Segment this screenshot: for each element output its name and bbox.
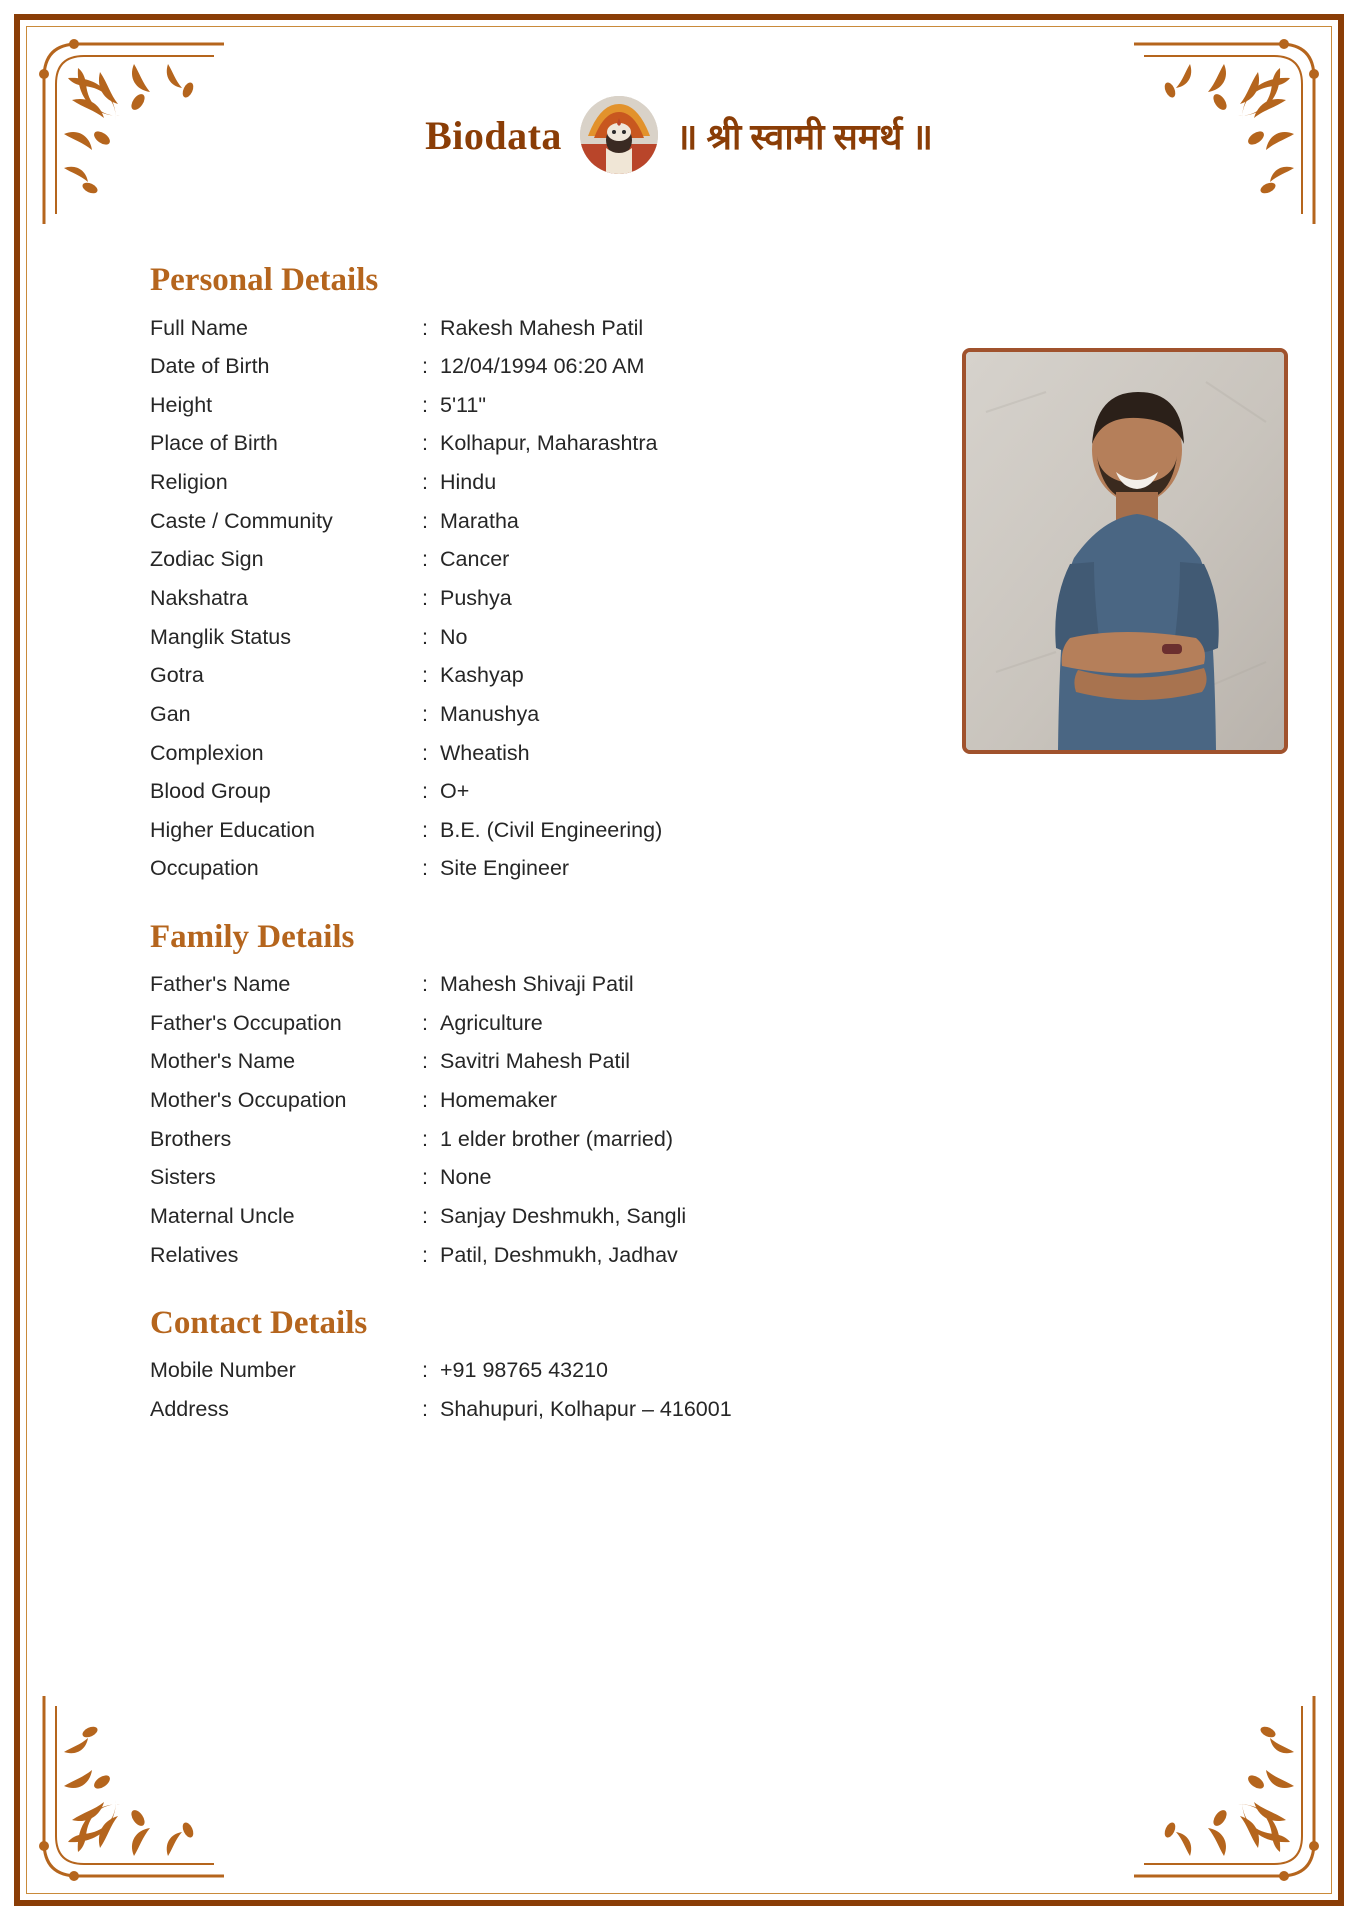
- section-heading-personal: Personal Details: [150, 262, 379, 298]
- field-colon: :: [422, 1165, 428, 1190]
- field-value: Manushya: [440, 701, 540, 726]
- field-colon: :: [422, 1358, 428, 1383]
- field-value: +91 98765 43210: [440, 1358, 608, 1383]
- field-label: Higher Education: [150, 817, 315, 842]
- table-row: [150, 1236, 810, 1275]
- field-label: Relatives: [150, 1242, 239, 1267]
- field-colon: :: [422, 1049, 428, 1074]
- field-colon: :: [422, 701, 428, 726]
- field-colon: :: [422, 1242, 428, 1267]
- field-colon: :: [422, 624, 428, 649]
- corner-ornament-bottom-right: [1130, 1692, 1320, 1882]
- table-row: [150, 1004, 810, 1043]
- field-value: O+: [440, 779, 470, 804]
- section-heading-contact: Contact Details: [150, 1304, 368, 1341]
- field-label: Address: [150, 1396, 229, 1421]
- field-colon: :: [422, 1010, 428, 1035]
- table-row: [150, 1043, 810, 1082]
- field-value: 5'11": [440, 392, 487, 417]
- table-row: [150, 811, 810, 850]
- table-row: [150, 695, 810, 734]
- table-row: [150, 1120, 810, 1159]
- table-row: [150, 966, 810, 1005]
- field-label: Complexion: [150, 740, 264, 765]
- field-value: No: [440, 624, 468, 649]
- field-value: None: [440, 1165, 492, 1190]
- field-label: Maternal Uncle: [150, 1203, 295, 1228]
- field-colon: :: [422, 663, 428, 688]
- field-colon: :: [422, 1126, 428, 1151]
- field-value: Kashyap: [440, 663, 524, 688]
- field-value: Shahupuri, Kolhapur – 416001: [440, 1396, 732, 1421]
- table-row: [150, 309, 810, 348]
- table-row: [150, 657, 810, 696]
- table-row: [150, 1159, 810, 1198]
- field-label: Nakshatra: [150, 585, 248, 610]
- field-colon: :: [422, 354, 428, 379]
- field-label: Gan: [150, 701, 191, 726]
- field-colon: :: [422, 315, 428, 340]
- field-label: Sisters: [150, 1165, 216, 1190]
- field-label: Zodiac Sign: [150, 547, 264, 572]
- field-label: Date of Birth: [150, 354, 270, 379]
- field-colon: :: [422, 1088, 428, 1113]
- field-value: Hindu: [440, 470, 497, 495]
- section-heading-family: Family Details: [150, 918, 355, 955]
- field-colon: :: [422, 972, 428, 997]
- field-colon: :: [422, 392, 428, 417]
- field-value: 12/04/1994 06:20 AM: [440, 354, 645, 379]
- table-row: [150, 464, 810, 503]
- table-row: [150, 734, 810, 773]
- field-value: Agriculture: [440, 1010, 543, 1035]
- field-value: Savitri Mahesh Patil: [440, 1049, 630, 1074]
- personal-details-table: [150, 309, 810, 889]
- table-row: [150, 425, 810, 464]
- field-colon: :: [422, 740, 428, 765]
- contact-details-table: [150, 1352, 810, 1429]
- field-value: Patil, Deshmukh, Jadhav: [440, 1242, 678, 1267]
- table-row: [150, 1082, 810, 1121]
- field-value: Site Engineer: [440, 856, 570, 881]
- field-colon: :: [422, 547, 428, 572]
- field-label: Occupation: [150, 856, 259, 881]
- field-colon: :: [422, 585, 428, 610]
- field-value: Maratha: [440, 508, 519, 533]
- biodata-content: [150, 262, 1288, 1429]
- table-row: [150, 386, 810, 425]
- table-row: [150, 541, 810, 580]
- field-value: Pushya: [440, 585, 512, 610]
- corner-ornament-bottom-left: [38, 1692, 228, 1882]
- field-label: Blood Group: [150, 779, 271, 804]
- field-value: B.E. (Civil Engineering): [440, 817, 663, 842]
- table-row: [150, 1390, 810, 1429]
- table-row: [150, 1197, 810, 1236]
- field-label: Manglik Status: [150, 624, 292, 649]
- field-label: Gotra: [150, 663, 204, 688]
- field-value: Homemaker: [440, 1088, 558, 1113]
- field-colon: :: [422, 1203, 428, 1228]
- field-value: Rakesh Mahesh Patil: [440, 315, 644, 340]
- field-value: Wheatish: [440, 740, 530, 765]
- table-row: [150, 1352, 810, 1391]
- field-label: Height: [150, 392, 213, 417]
- field-colon: :: [422, 779, 428, 804]
- field-colon: :: [422, 508, 428, 533]
- field-label: Full Name: [150, 315, 248, 340]
- page-title-sanskrit: ॥ श्री स्वामी समर्थ ॥: [675, 116, 933, 157]
- table-row: [150, 579, 810, 618]
- field-label: Brothers: [150, 1126, 232, 1151]
- field-value: Cancer: [440, 547, 510, 572]
- field-label: Religion: [150, 470, 228, 495]
- swami-samarth-portrait-icon: [580, 96, 658, 174]
- table-row: [150, 348, 810, 387]
- field-value: Sanjay Deshmukh, Sangli: [440, 1203, 687, 1228]
- field-label: Mother's Occupation: [150, 1088, 347, 1113]
- field-colon: :: [422, 1396, 428, 1421]
- field-value: Mahesh Shivaji Patil: [440, 972, 634, 997]
- table-row: [150, 850, 810, 889]
- field-colon: :: [422, 470, 428, 495]
- field-value: 1 elder brother (married): [440, 1126, 674, 1151]
- document-header: [0, 96, 1358, 174]
- table-row: [150, 502, 810, 541]
- field-label: Father's Name: [150, 972, 291, 997]
- field-colon: :: [422, 856, 428, 881]
- field-value: Kolhapur, Maharashtra: [440, 431, 658, 456]
- page-title: Biodata: [425, 112, 562, 158]
- family-details-table: [150, 966, 810, 1275]
- field-colon: :: [422, 431, 428, 456]
- table-row: [150, 773, 810, 812]
- table-row: [150, 618, 810, 657]
- field-label: Caste / Community: [150, 508, 333, 533]
- field-label: Father's Occupation: [150, 1010, 342, 1035]
- field-label: Mother's Name: [150, 1049, 296, 1074]
- field-label: Mobile Number: [150, 1358, 296, 1383]
- field-label: Place of Birth: [150, 431, 278, 456]
- field-colon: :: [422, 817, 428, 842]
